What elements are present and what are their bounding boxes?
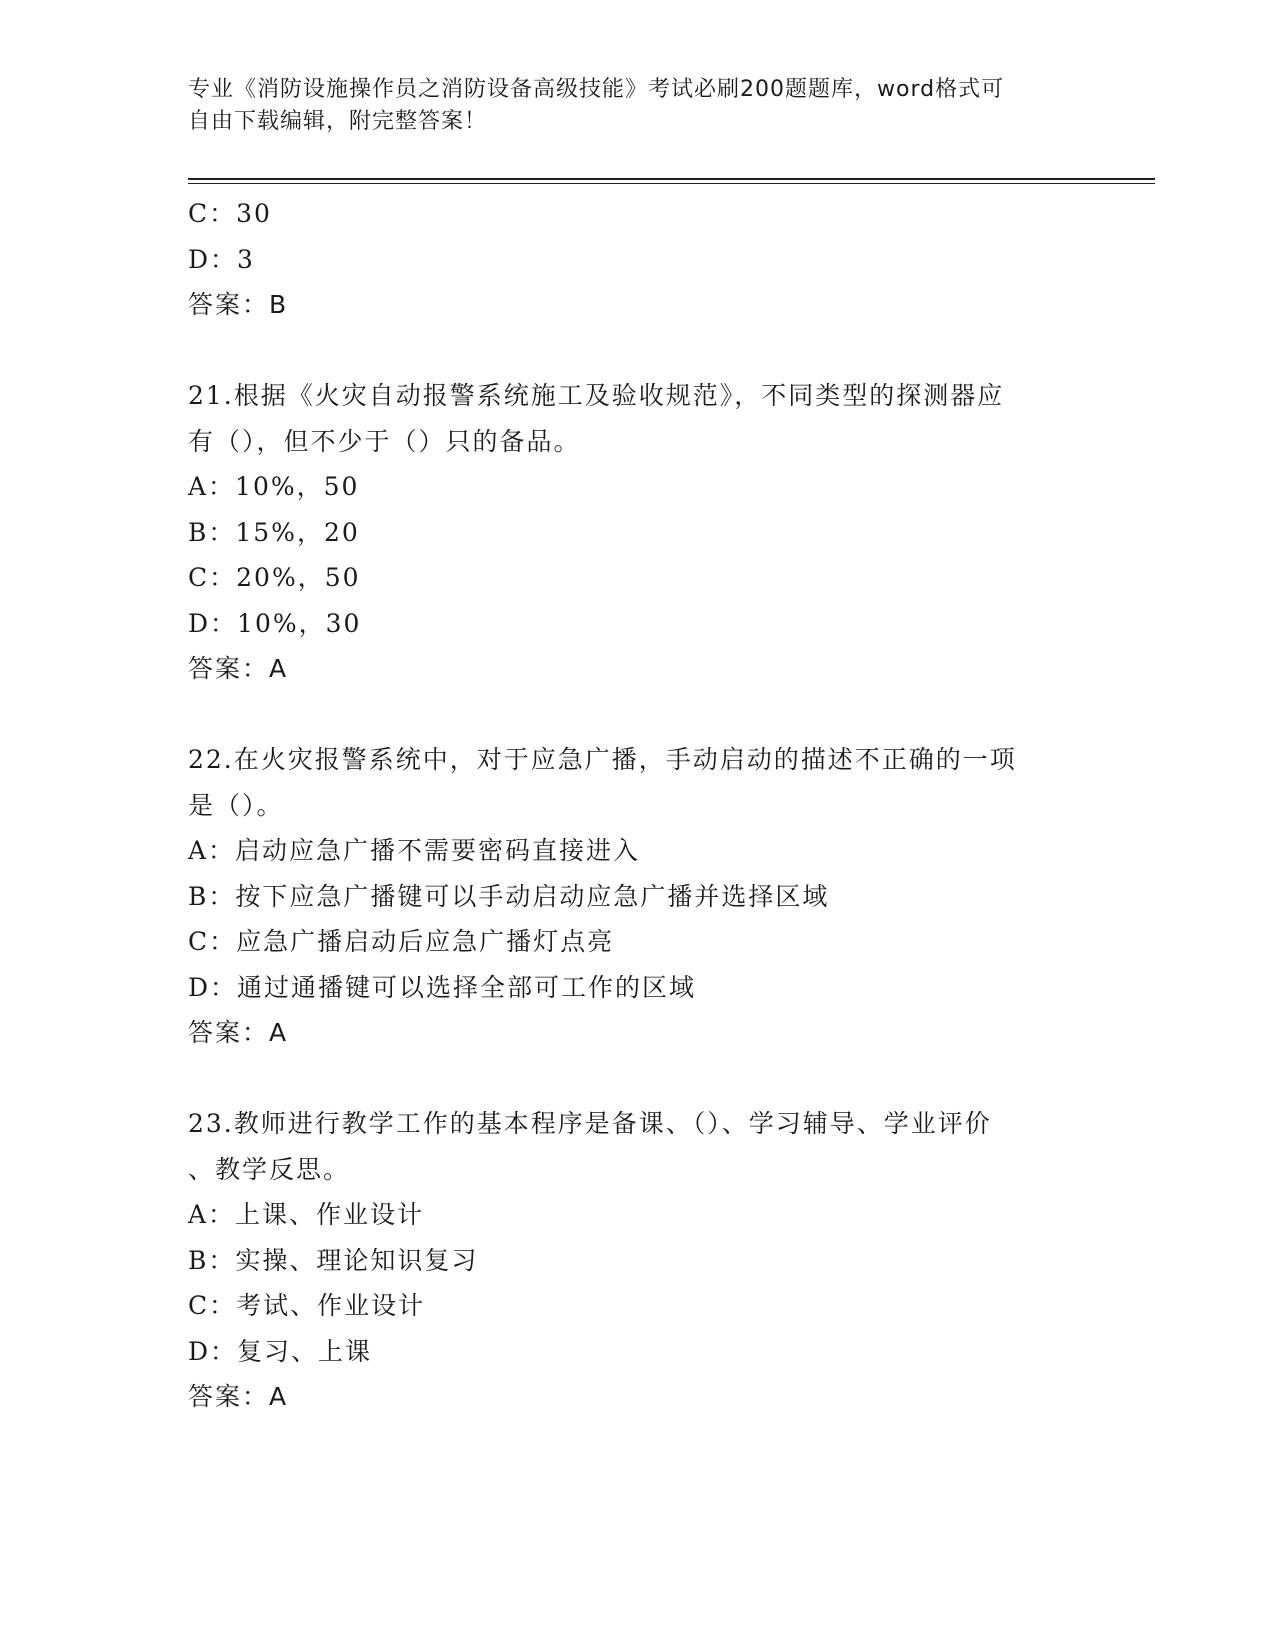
spacer (188, 1056, 1088, 1102)
option-b: B：按下应急广播键可以手动启动应急广播并选择区域 (188, 881, 830, 911)
answer-line: 答案：B (188, 290, 289, 319)
question-stem: 23.教师进行教学工作的基本程序是备课、（）、学习辅导、学业评价 (188, 1109, 992, 1138)
question-stem: 21.根据《火灾自动报警系统施工及验收规范》，不同类型的探测器应 (188, 381, 1005, 410)
answer-line: 答案：A (188, 1382, 289, 1411)
option-c: C：应急广播启动后应急广播灯点亮 (188, 927, 615, 956)
header-rule-thick (188, 178, 1155, 180)
option-a: A：10%，50 (188, 472, 360, 501)
header-rule-thin (188, 183, 1155, 184)
option-a: A：上课、作业设计 (188, 1200, 425, 1229)
question-list (188, 191, 1088, 1420)
question-22 (188, 737, 1088, 1056)
option-d: D：10%，30 (188, 608, 362, 638)
carryover-question (188, 191, 1088, 328)
spacer (188, 328, 1088, 374)
option-b: B：15%，20 (188, 517, 360, 547)
spacer (188, 692, 1088, 738)
answer-line: 答案：A (188, 654, 289, 683)
page-header (188, 74, 1088, 138)
option-c: C：考试、作业设计 (188, 1291, 426, 1320)
option-c: C：30 (188, 199, 272, 228)
question-stem-cont: 、教学反思。 (188, 1154, 351, 1184)
question-23 (188, 1101, 1088, 1420)
header-line-2: 自由下载编辑，附完整答案！ (188, 109, 488, 134)
question-stem: 22.在火灾报警系统中，对于应急广播，手动启动的描述不正确的一项 (188, 745, 1017, 774)
option-c: C：20%，50 (188, 563, 361, 592)
option-d: D：3 (188, 244, 255, 274)
option-d: D：通过通播键可以选择全部可工作的区域 (188, 972, 697, 1002)
question-21 (188, 373, 1088, 692)
option-a: A：启动应急广播不需要密码直接进入 (188, 836, 641, 865)
question-stem-cont: 是（）。 (188, 790, 284, 820)
header-line-1: 专业《消防设施操作员之消防设备高级技能》考试必刷200题题库，word格式可 (188, 77, 1005, 102)
question-stem-cont: 有（），但不少于（）只的备品。 (188, 426, 581, 456)
option-b: B：实操、理论知识复习 (188, 1245, 479, 1275)
option-d: D：复习、上课 (188, 1336, 373, 1366)
answer-line: 答案：A (188, 1018, 289, 1047)
